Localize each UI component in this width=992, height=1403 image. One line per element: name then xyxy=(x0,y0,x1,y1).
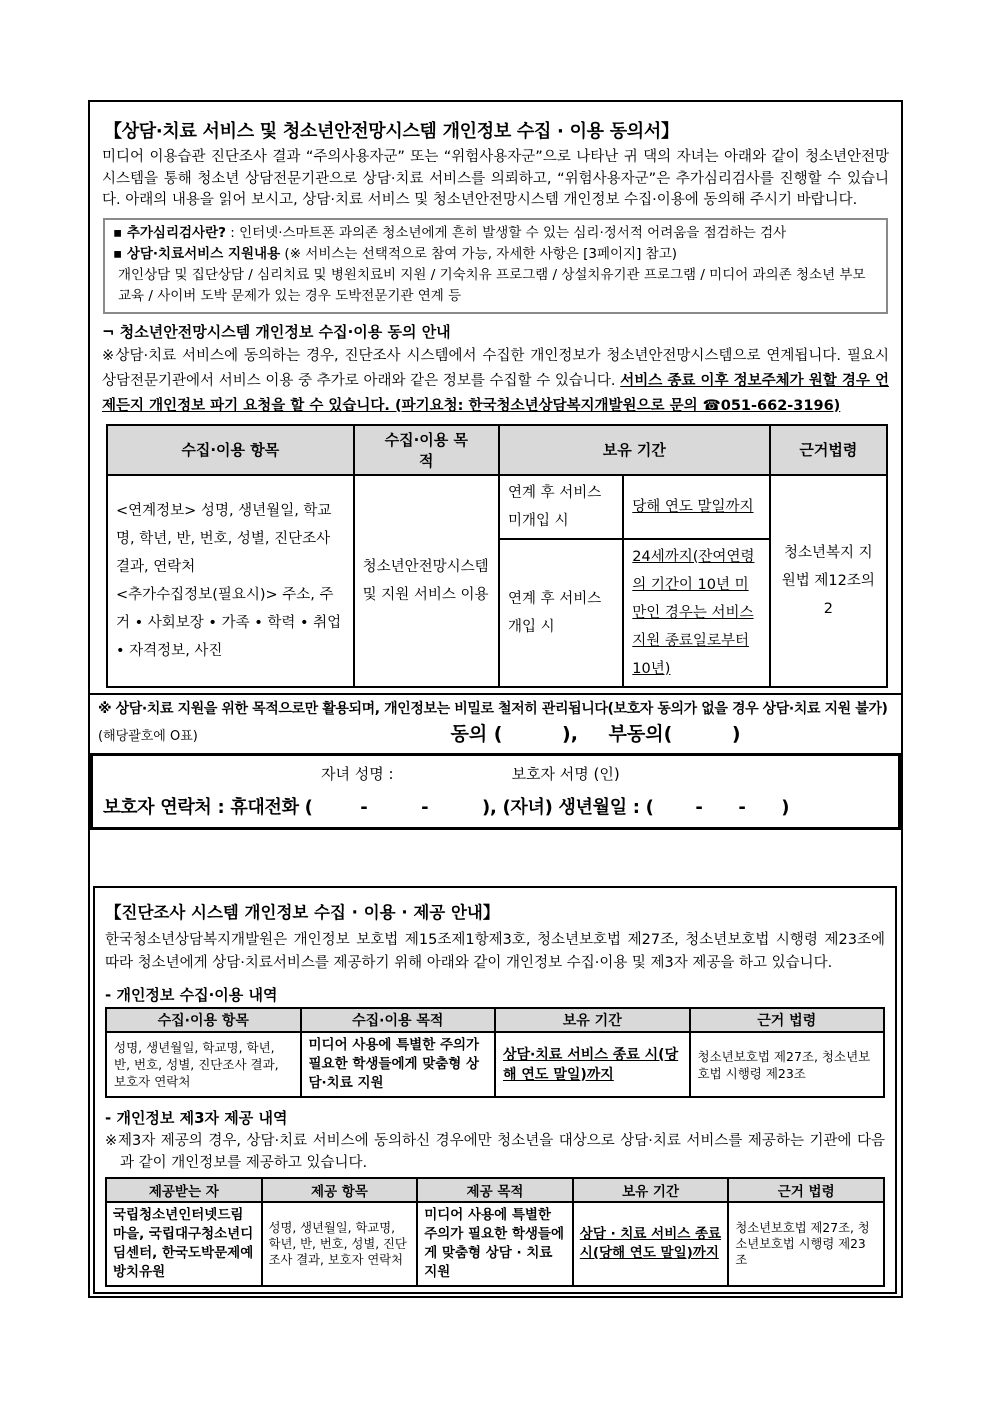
t2-purpose-cell: 미디어 사용에 특별한 주의가 필요한 학생들에게 맞춤형 상담·치료 지원 xyxy=(301,1032,496,1097)
retention-condition-2: 연계 후 서비스 개입 시 xyxy=(499,539,623,687)
consent-options xyxy=(298,719,893,746)
th-legal-basis: 근거법령 xyxy=(770,425,887,475)
retention-period-1: 당해 연도 말일까지 xyxy=(623,475,769,539)
consent-document-page xyxy=(88,100,903,1298)
t3-items-cell: 성명, 생년월일, 학교명, 학년, 반, 번호, 성별, 진단조사 결과, 보호자 연락처 xyxy=(262,1202,418,1286)
psych-test-label: ▪ 추가심리검사란? xyxy=(113,224,226,241)
th3-items: 제공 항목 xyxy=(262,1178,418,1202)
signature-name-row xyxy=(103,763,888,784)
th3-recipients: 제공받는 자 xyxy=(106,1178,262,1202)
guide-text-normal: ※상담·치료 서비스에 동의하는 경우, 진단조사 시스템에서 수집한 개인정보가 청소년안전망시스템으로 연계됩니다. 필요시 상담전문기관에서 서비스 이용 중 추가로 아래와 같은 정보를 수집할 수 있습니다. xyxy=(102,347,889,389)
t3-purpose-cell: 미디어 사용에 특별한 주의가 필요한 학생들에게 맞춤형 상담 · 치료 지원 xyxy=(417,1202,573,1286)
psych-test-info-box xyxy=(103,218,888,314)
t2-items-cell: 성명, 생년월일, 학교명, 학년, 반, 번호, 성별, 진단조사 결과, 보호자 연락처 xyxy=(106,1032,301,1097)
th3-purpose: 제공 목적 xyxy=(417,1178,573,1202)
guardian-contact-field[interactable]: 보호자 연락처 : 휴대전화 ( - - ), (자녀) 생년월일 : ( - - ) xyxy=(103,796,790,818)
collection-history-table xyxy=(105,1007,885,1098)
th2-legal: 근거 법령 xyxy=(690,1008,885,1032)
legal-basis-cell: 청소년복지 지원법 제12조의2 xyxy=(770,475,887,687)
table-row xyxy=(107,475,887,539)
th2-purpose: 수집·이용 목적 xyxy=(301,1008,496,1032)
signature-box xyxy=(90,753,901,830)
th2-retention: 보유 기간 xyxy=(495,1008,690,1032)
t3-retention-cell: 상담 · 치료 서비스 종료 시(당해 연도 말일)까지 xyxy=(573,1202,729,1286)
collection-use-table xyxy=(106,424,888,688)
retention-condition-1: 연계 후 서비스 미개입 시 xyxy=(499,475,623,539)
psych-test-text: : 인터넷·스마트폰 과의존 청소년에게 흔히 발생할 수 있는 심리·정서적 어려움을 점검하는 검사 xyxy=(225,224,787,241)
collection-history-header-row xyxy=(106,1008,884,1032)
table-row xyxy=(106,1032,884,1097)
collection-use-table-header-row xyxy=(107,425,887,475)
t3-legal-cell: 청소년보호법 제27조, 청소년보호법 시행령 제23조 xyxy=(728,1202,884,1286)
additional-info-text: <추가수집정보(필요시)> 주소, 주거 • 사회보장 • 가족 • 학력 • 취업 • 자격정보, 사진 xyxy=(116,586,342,659)
th2-items: 수집·이용 항목 xyxy=(106,1008,301,1032)
guide-text-destruction-notice: 서비스 종료 이후 정보주체가 원할 경우 언제든지 개인정보 파기 요청을 할 수 있습니다. (파기요청: 한국청소년상담복지개발원으로 문의 ☎051-662-3196) xyxy=(102,372,889,414)
info-item-service-support xyxy=(113,244,878,265)
safety-net-guide-heading: ¬ 청소년안전망시스템 개인정보 수집·이용 동의 안내 xyxy=(102,322,451,341)
agree-field[interactable]: 동의 ( ), xyxy=(450,722,578,745)
service-support-detail: 개인상담 및 집단상담 / 심리치료 및 병원치료비 지원 / 기숙치유 프로그램 / 상설치유기관 프로그램 / 미디어 과의존 청소년 부모교육 / 사이버 도박 문제가 있는 경우 도박전문기관 연계 등 xyxy=(118,266,866,304)
t2-legal-cell: 청소년보호법 제27조, 청소년보호법 시행령 제23조 xyxy=(690,1032,885,1097)
third-party-heading: - 개인정보 제3자 제공 내역 xyxy=(105,1109,288,1127)
th3-legal: 근거 법령 xyxy=(728,1178,884,1202)
guardian-signature-field[interactable]: 보호자 서명 (인) xyxy=(511,764,620,783)
th-collection-items: 수집·이용 항목 xyxy=(107,425,354,475)
third-party-note: ※제3자 제공의 경우, 상담·치료 서비스에 동의하신 경우에만 청소년을 대상으로 상담·치료 서비스를 제공하는 기관에 다음과 같이 개인정보를 제공하고 있습니다. xyxy=(105,1133,885,1171)
privacy-management-note: ※ 상담·치료 지원을 위한 목적으로만 활용되며, 개인정보는 비밀로 철저히 관리됩니다(보호자 동의가 없을 경우 상담·치료 지원 불가) xyxy=(98,700,888,717)
th-collection-purpose: 수집·이용 목적 xyxy=(354,425,499,475)
diagnostic-info-section xyxy=(93,886,897,1294)
t3-recipients-cell: 국립청소년인터넷드림마을, 국립대구청소년디딤센터, 한국도박문제예방치유원 xyxy=(106,1202,262,1286)
collection-history-heading: - 개인정보 수집·이용 내역 xyxy=(105,986,278,1004)
safety-net-guide-text xyxy=(102,344,889,419)
diagnostic-section-title: 【진단조사 시스템 개인정보 수집 · 이용 · 제공 안내】 xyxy=(105,903,500,922)
disagree-field[interactable]: 부동의( ) xyxy=(608,722,741,745)
child-name-field[interactable]: 자녀 성명 : xyxy=(321,764,394,783)
consent-choice-section xyxy=(90,693,901,750)
diagnostic-section-intro: 한국청소년상담복지개발원은 개인정보 보호법 제15조제1항제3호, 청소년보호법 제27조, 청소년보호법 시행령 제23조에 따라 청소년에게 상담·치료서비스를 제공하기 위해 아래와 같이 개인정보 수집·이용 및 제3자 제공을 하고 있습니다. xyxy=(105,932,885,971)
th-retention-period: 보유 기간 xyxy=(499,425,770,475)
linked-info-text: <연계정보> 성명, 생년월일, 학교명, 학년, 반, 번호, 성별, 진단조사 결과, 연락처 xyxy=(116,502,332,575)
retention-period-2: 24세까지(잔여연령의 기간이 10년 미만인 경우는 서비스 지원 종료일로부터 10년) xyxy=(623,539,769,687)
t2-retention-cell: 상담·치료 서비스 종료 시(당해 연도 말일)까지 xyxy=(495,1032,690,1097)
third-party-header-row xyxy=(106,1178,884,1202)
th3-retention: 보유 기간 xyxy=(573,1178,729,1202)
service-support-note: (※ 서비스는 선택적으로 참여 가능, 자세한 사항은 [3페이지] 참고) xyxy=(280,245,678,262)
items-cell xyxy=(107,475,354,687)
purpose-cell: 청소년안전망시스템 및 지원 서비스 이용 xyxy=(354,475,499,687)
service-support-label: ▪ 상담·치료서비스 지원내용 xyxy=(113,245,281,262)
table-row xyxy=(106,1202,884,1286)
consent-form-title: 【상담·치료 서비스 및 청소년안전망시스템 개인정보 수집 · 이용 동의서】 xyxy=(104,121,679,142)
third-party-table xyxy=(105,1177,885,1287)
info-item-psych-test xyxy=(113,223,878,244)
consent-choice-row xyxy=(98,719,893,746)
mark-instruction: (해당괄호에 O표) xyxy=(98,728,198,744)
consent-form-intro: 미디어 이용습관 진단조사 결과 “주의사용자군” 또는 “위험사용자군”으로 나타난 귀 댁의 자녀는 아래와 같이 청소년안전망시스템을 통해 청소년 상담전문기관으로 상담·치료 서비스를 의뢰하고, “위험사용자군”은 추가심리검사를 진행할 수 있습니다. 아래의 내용을 읽어 보시고, 상담·치료 서비스 및 청소년안전망시스템 개인정보 수집·이용에 동의해 주시기 바랍니다. xyxy=(102,149,889,208)
